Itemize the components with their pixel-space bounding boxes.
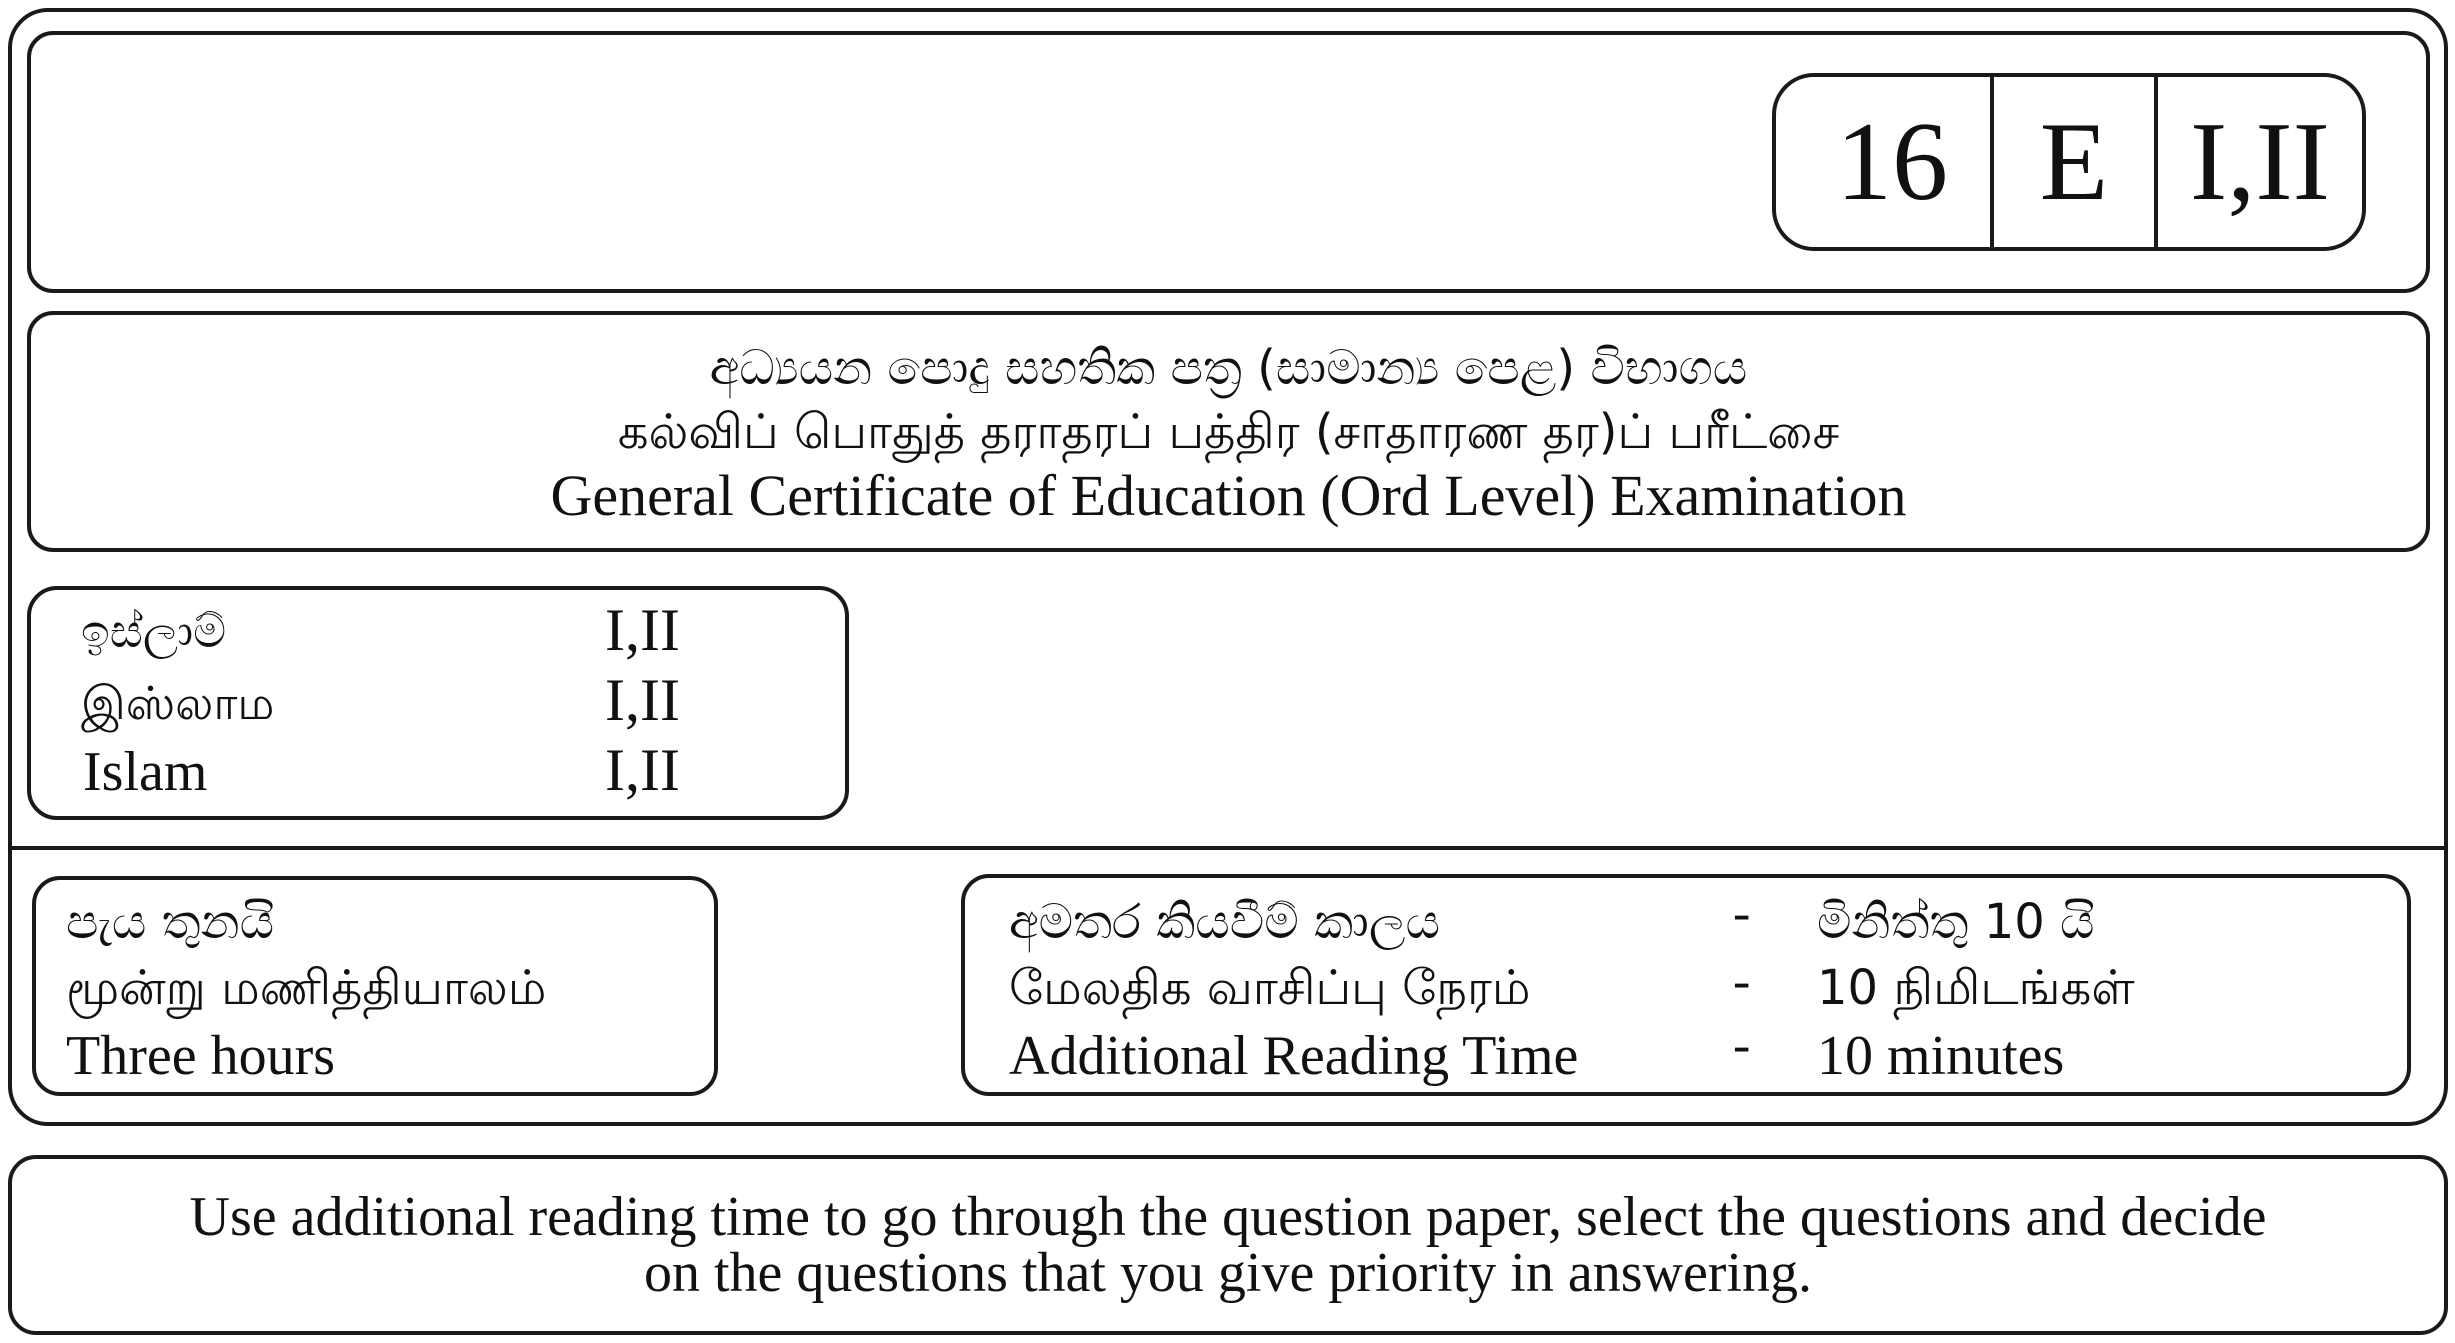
instruction-box: [8, 1155, 2448, 1335]
subject-box: [27, 586, 849, 820]
reading-value-tamil: 10 நிமிடங்கள்: [1817, 960, 2135, 1016]
exam-title-sinhala: අධ්‍යයන පොදු සහතික පත්‍ර (සාමාන්‍ය පෙළ) විභාගය: [709, 339, 1748, 396]
subject-number: 16: [1776, 77, 1994, 247]
reading-separator-1: -: [1733, 885, 1751, 942]
reading-label-sinhala: අමතර කියවීම් කාලය: [1009, 894, 1440, 950]
subject-tamil: இஸ்லாம: [81, 676, 275, 730]
duration-sinhala: පැය තුනයි: [66, 894, 275, 950]
reading-value-english: 10 minutes: [1817, 1025, 2065, 1087]
duration-tamil: மூன்று மணித்தியாலம்: [66, 960, 547, 1016]
subject-paper-english: I,II: [605, 737, 680, 803]
language-code: E: [1994, 77, 2158, 247]
section-divider: [12, 846, 2444, 850]
reading-separator-2: -: [1733, 953, 1751, 1010]
reading-label-english: Additional Reading Time: [1009, 1025, 1579, 1087]
reading-label-tamil: மேலதிக வாசிப்பு நேரம்: [1009, 960, 1531, 1016]
reading-time-box: [961, 874, 2411, 1096]
subject-paper-sinhala: I,II: [605, 597, 680, 663]
instruction-line-2: on the questions that you give priority in answering.: [643, 1242, 1813, 1304]
exam-title-english: General Certificate of Education (Ord Level) Examination: [550, 462, 1907, 528]
exam-title-tamil: கல்விப் பொதுத் தராதரப் பத்திர (சாதாரண தர)ப் பரீட்சை: [617, 403, 1840, 460]
exam-title-box: [27, 311, 2430, 552]
subject-sinhala: ඉස්ලාම්: [81, 604, 227, 658]
duration-english: Three hours: [66, 1025, 336, 1087]
subject-paper-tamil: I,II: [605, 667, 680, 733]
paper-code-box: [1772, 73, 2366, 251]
reading-value-sinhala: මිනිත්තු 10 යි: [1817, 894, 2095, 950]
duration-box: [32, 876, 718, 1096]
paper-numbers: I,II: [2190, 99, 2330, 224]
reading-separator-3: -: [1733, 1017, 1751, 1074]
subject-english: Islam: [83, 741, 208, 803]
instruction-line-1: Use additional reading time to go through the question paper, select the questions and decide: [189, 1186, 2267, 1248]
